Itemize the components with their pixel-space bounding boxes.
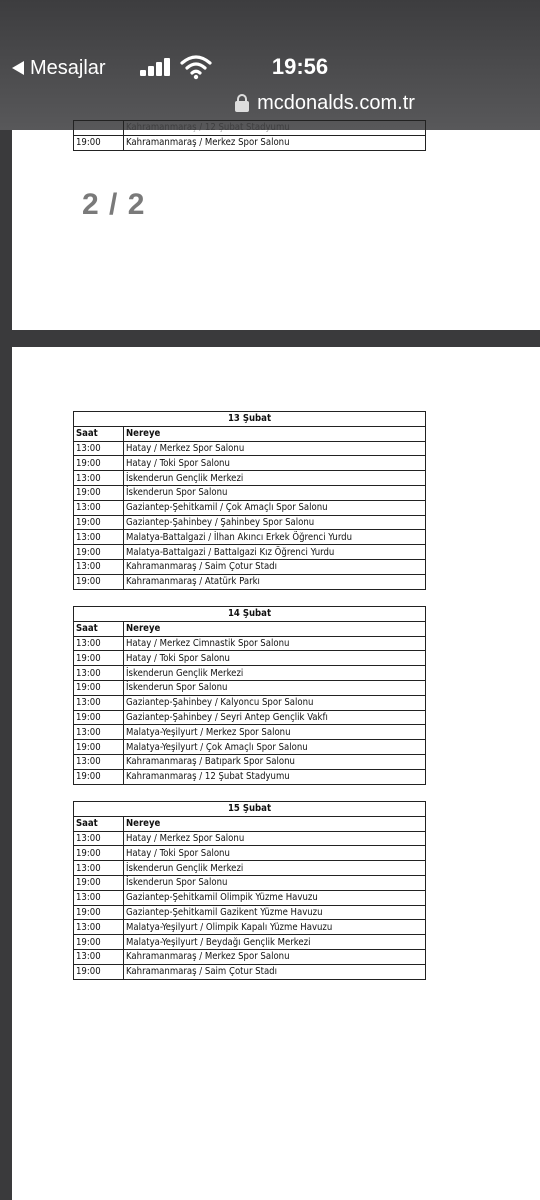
table-row xyxy=(74,500,426,515)
table-row xyxy=(74,740,426,755)
day-title: 15 Şubat xyxy=(74,802,426,817)
place-cell: İskenderun Spor Salonu xyxy=(124,485,426,500)
table-row xyxy=(74,846,426,861)
time-cell: 13:00 xyxy=(74,695,124,710)
place-cell: Gaziantep-Şehitkamil Olimpik Yüzme Havuzu xyxy=(124,890,426,905)
table-row xyxy=(74,471,426,486)
table-row xyxy=(74,890,426,905)
header-place: Nereye xyxy=(124,816,426,831)
time-cell: 13:00 xyxy=(74,441,124,456)
place-cell: Kahramanmaraş / 12 Şubat Stadyumu xyxy=(124,769,426,784)
place-cell: Hatay / Toki Spor Salonu xyxy=(124,846,426,861)
time-cell: 13:00 xyxy=(74,920,124,935)
table-row xyxy=(74,949,426,964)
time-cell: 13:00 xyxy=(74,861,124,876)
place-cell: Gaziantep-Şehitkamil / Çok Amaçlı Spor Salonu xyxy=(124,500,426,515)
table-row xyxy=(74,935,426,950)
place-cell: Hatay / Toki Spor Salonu xyxy=(124,651,426,666)
table-row xyxy=(74,680,426,695)
table-row xyxy=(74,515,426,530)
table-row xyxy=(74,121,426,136)
place-cell: Gaziantep-Şahinbey / Şahinbey Spor Salonu xyxy=(124,515,426,530)
place-cell: Hatay / Merkez Spor Salonu xyxy=(124,441,426,456)
table-row xyxy=(74,754,426,769)
time-cell xyxy=(74,121,124,136)
place-cell: Malatya-Yeşilyurt / Olimpik Kapalı Yüzme Havuzu xyxy=(124,920,426,935)
table-row xyxy=(74,769,426,784)
schedule-table-day-3 xyxy=(73,801,426,980)
table-row xyxy=(74,441,426,456)
time-cell: 13:00 xyxy=(74,471,124,486)
status-bar xyxy=(0,48,540,88)
table-row xyxy=(74,861,426,876)
place-cell: Kahramanmaraş / Atatürk Parkı xyxy=(124,574,426,589)
schedule-table-day-1 xyxy=(73,411,426,590)
table-row xyxy=(74,651,426,666)
time-cell: 19:00 xyxy=(74,846,124,861)
header-place: Nereye xyxy=(124,426,426,441)
day-title-row xyxy=(74,607,426,622)
status-time: 19:56 xyxy=(271,54,329,79)
place-cell: İskenderun Gençlik Merkezi xyxy=(124,861,426,876)
pdf-page-2 xyxy=(12,347,540,1200)
time-cell: 19:00 xyxy=(74,769,124,784)
header-place: Nereye xyxy=(124,621,426,636)
table-row xyxy=(74,920,426,935)
place-cell: Malatya-Yeşilyurt / Beydağı Gençlik Merkezi xyxy=(124,935,426,950)
place-cell: Gaziantep-Şahinbey / Kalyoncu Spor Salonu xyxy=(124,695,426,710)
time-cell: 13:00 xyxy=(74,890,124,905)
table-row xyxy=(74,485,426,500)
table-row xyxy=(74,545,426,560)
place-cell: Malatya-Yeşilyurt / Çok Amaçlı Spor Salonu xyxy=(124,740,426,755)
place-cell: İskenderun Gençlik Merkezi xyxy=(124,471,426,486)
table-row xyxy=(74,905,426,920)
time-cell: 19:00 xyxy=(74,135,124,150)
place-cell: İskenderun Gençlik Merkezi xyxy=(124,666,426,681)
table-row xyxy=(74,875,426,890)
time-cell: 19:00 xyxy=(74,710,124,725)
time-cell: 19:00 xyxy=(74,485,124,500)
time-cell: 13:00 xyxy=(74,949,124,964)
table-row xyxy=(74,636,426,651)
place-cell: Kahramanmaraş / Saim Çotur Stadı xyxy=(124,559,426,574)
place-cell: İskenderun Spor Salonu xyxy=(124,875,426,890)
schedule-table-day-2 xyxy=(73,606,426,785)
day-title-row xyxy=(74,412,426,427)
time-cell: 19:00 xyxy=(74,651,124,666)
time-cell: 13:00 xyxy=(74,831,124,846)
day-title: 14 Şubat xyxy=(74,607,426,622)
time-cell: 13:00 xyxy=(74,666,124,681)
time-cell: 13:00 xyxy=(74,500,124,515)
time-cell: 19:00 xyxy=(74,545,124,560)
time-cell: 13:00 xyxy=(74,636,124,651)
table-row xyxy=(74,725,426,740)
header-time: Saat xyxy=(74,426,124,441)
place-cell: Malatya-Battalgazi / İlhan Akıncı Erkek Öğrenci Yurdu xyxy=(124,530,426,545)
time-cell: 19:00 xyxy=(74,680,124,695)
place-cell: Malatya-Yeşilyurt / Merkez Spor Salonu xyxy=(124,725,426,740)
time-cell: 19:00 xyxy=(74,875,124,890)
place-cell: Gaziantep-Şahinbey / Seyri Antep Gençlik Vakfı xyxy=(124,710,426,725)
table-row xyxy=(74,831,426,846)
day-title-row xyxy=(74,802,426,817)
time-cell: 19:00 xyxy=(74,935,124,950)
time-cell: 19:00 xyxy=(74,515,124,530)
time-cell: 19:00 xyxy=(74,740,124,755)
url-text: mcdonalds.com.tr xyxy=(257,91,415,114)
pdf-page-1 xyxy=(12,122,540,330)
time-cell: 19:00 xyxy=(74,964,124,979)
place-cell: Kahramanmaraş / Batıpark Spor Salonu xyxy=(124,754,426,769)
place-cell: Kahramanmaraş / Merkez Spor Salonu xyxy=(124,135,426,150)
time-cell: 13:00 xyxy=(74,754,124,769)
lock-icon xyxy=(235,94,249,112)
header-row xyxy=(74,621,426,636)
place-cell: Kahramanmaraş / 12 Şubat Stadyumu xyxy=(124,121,426,136)
browser-top-bar xyxy=(0,0,540,130)
table-row xyxy=(74,530,426,545)
place-cell: Kahramanmaraş / Saim Çotur Stadı xyxy=(124,964,426,979)
page-indicator: 2 / 2 xyxy=(82,188,146,221)
time-cell: 19:00 xyxy=(74,905,124,920)
table-row xyxy=(74,666,426,681)
url-bar[interactable] xyxy=(0,88,540,118)
header-time: Saat xyxy=(74,816,124,831)
table-row xyxy=(74,456,426,471)
place-cell: Hatay / Toki Spor Salonu xyxy=(124,456,426,471)
schedule-table-previous xyxy=(73,120,426,151)
time-cell: 13:00 xyxy=(74,725,124,740)
place-cell: Hatay / Merkez Spor Salonu xyxy=(124,831,426,846)
time-cell: 13:00 xyxy=(74,530,124,545)
place-cell: Hatay / Merkez Cimnastik Spor Salonu xyxy=(124,636,426,651)
table-row xyxy=(74,559,426,574)
header-time: Saat xyxy=(74,621,124,636)
place-cell: Kahramanmaraş / Merkez Spor Salonu xyxy=(124,949,426,964)
place-cell: Gaziantep-Şehitkamil Gazikent Yüzme Havuzu xyxy=(124,905,426,920)
back-app-label: Mesajlar xyxy=(30,56,106,79)
table-row xyxy=(74,964,426,979)
day-title: 13 Şubat xyxy=(74,412,426,427)
table-row xyxy=(74,574,426,589)
table-row xyxy=(74,695,426,710)
table-row xyxy=(74,135,426,150)
time-cell: 13:00 xyxy=(74,559,124,574)
time-cell: 19:00 xyxy=(74,574,124,589)
header-row xyxy=(74,426,426,441)
table-row xyxy=(74,710,426,725)
place-cell: İskenderun Spor Salonu xyxy=(124,680,426,695)
time-cell: 19:00 xyxy=(74,456,124,471)
place-cell: Malatya-Battalgazi / Battalgazi Kız Öğrenci Yurdu xyxy=(124,545,426,560)
header-row xyxy=(74,816,426,831)
